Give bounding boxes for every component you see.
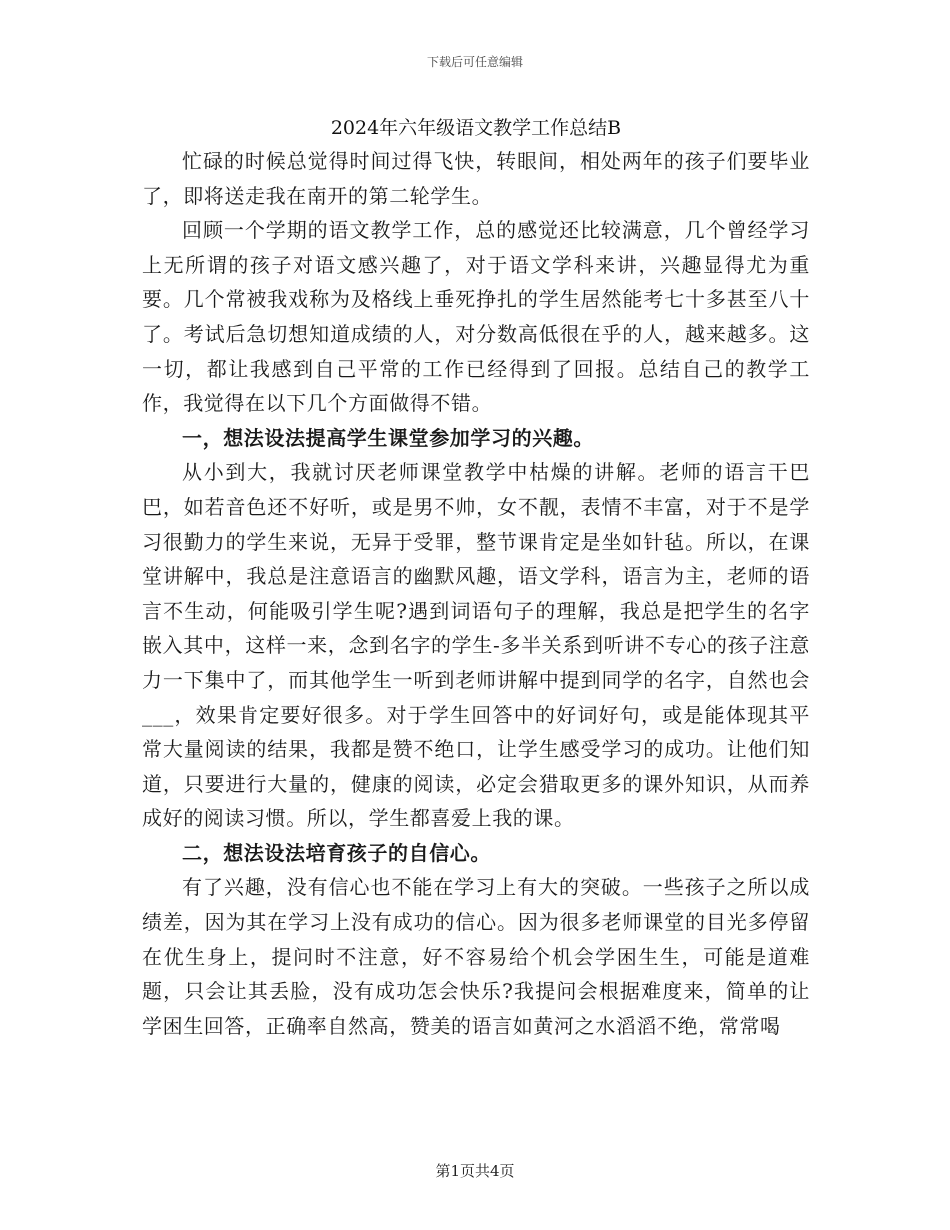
section-heading-1: 一，想法设法提高学生课堂参加学习的兴趣。 [182,425,594,450]
section-heading-2: 二，想法设法培育孩子的自信心。 [182,840,491,865]
page-number: 第1页共4页 [435,1162,515,1180]
document-body [142,112,810,1043]
paragraph-confidence: 有了兴趣，没有信心也不能在学习上有大的突破。一些孩子之所以成绩差，因为其在学习上没有成功的信心。因为很多老师课堂的目光多停留在优生身上，提问时不注意，好不容易给个机会学困生生，可能是道难题，只会让其丢脸，没有成功怎会快乐?我提问会根据难度来，简单的让学困生回答，正确率自然高，赞美的语言如黄河之水滔滔不绝，常常喝 [142,875,810,1038]
download-note: 下载后可任意编辑 [426,55,523,69]
paragraph-interest: 从小到大，我就讨厌老师课堂教学中枯燥的讲解。老师的语言干巴巴，如若音色还不好听，或是男不帅，女不靓，表情不丰富，对于不是学习很勤力的学生来说，无异于受罪，整节课肯定是坐如针毡。所以，在课堂讲解中，我总是注意语言的幽默风趣，语文学科，语言为主，老师的语言不生动，何能吸引学生呢?遇到词语句子的理解，我总是把学生的名字嵌入其中，这样一来，念到名字的学生-多半关系到听讲不专心的孩子注意力一下集中了，而其他学生一听到老师讲解中提到同学的名字，自然也会___，效果肯定要好很多。对于学生回答中的好词好句，或是能体现其平常大量阅读的结果，我都是赞不绝口，让学生感受学习的成功。让他们知道，只要进行大量的，健康的阅读，必定会猎取更多的课外知识，从而养成好的阅读习惯。所以，学生都喜爱上我的课。 [142,460,810,831]
paragraph-review: 回顾一个学期的语文教学工作，总的感觉还比较满意，几个曾经学习上无所谓的孩子对语文感兴趣了，对于语文学科来讲，兴趣显得尤为重要。几个常被我戏称为及格线上垂死挣扎的学生居然能考七十多甚至八十了。考试后急切想知道成绩的人，对分数高低很在乎的人，越来越多。这一切，都让我感到自己平常的工作已经得到了回报。总结自己的教学工作，我觉得在以下几个方面做得不错。 [142,218,810,416]
paragraph-intro: 忙碌的时候总觉得时间过得飞快，转眼间，相处两年的孩子们要毕业了，即将送走我在南开的第二轮学生。 [142,149,810,208]
document-title: 2024年六年级语文教学工作总结B [330,117,622,139]
